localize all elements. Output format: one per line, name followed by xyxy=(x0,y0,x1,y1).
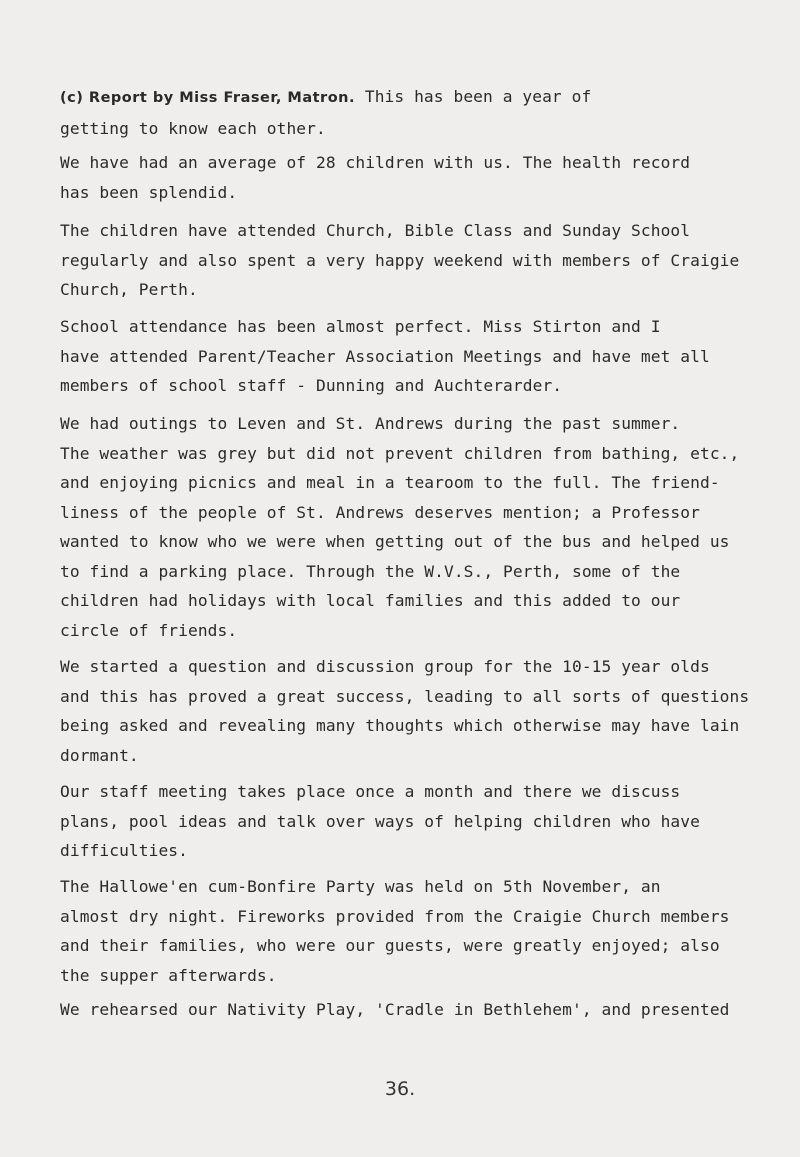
paragraph-line: School attendance has been almost perfect. Miss Stirton and I xyxy=(60,317,661,336)
paragraph-line: to find a parking place. Through the W.V.S., Perth, some of the xyxy=(60,561,681,581)
report-intro-paragraph xyxy=(60,82,760,143)
paragraph-health xyxy=(60,148,760,207)
paragraph-nativity xyxy=(60,995,760,1025)
intro-first-line xyxy=(60,82,760,114)
paragraph-line: dormant. xyxy=(60,745,139,765)
paragraph-school xyxy=(60,312,760,401)
page-number: 36. xyxy=(384,1078,416,1100)
paragraph-church xyxy=(60,216,760,305)
paragraph-line: We rehearsed our Nativity Play, 'Cradle in Bethlehem', and presented xyxy=(60,1000,730,1019)
paragraph-line: Our staff meeting takes place once a month and there we discuss xyxy=(60,782,681,801)
paragraph-line: and this has proved a great success, leading to all sorts of questions xyxy=(60,686,750,706)
paragraph-line: liness of the people of St. Andrews deserves mention; a Professor xyxy=(60,502,700,522)
paragraph-line: has been splendid. xyxy=(60,182,238,202)
paragraph-line: children had holidays with local families and this added to our xyxy=(60,591,681,610)
paragraph-line: We have had an average of 28 children with us. The health record xyxy=(60,153,691,172)
paragraph-halloween xyxy=(60,872,760,990)
paragraph-staff-meeting xyxy=(60,777,760,866)
paragraph-line: difficulties. xyxy=(60,841,188,860)
paragraph-line: members of school staff - Dunning and Auchterarder. xyxy=(60,376,563,395)
paragraph-line: getting to know each other. xyxy=(60,118,326,138)
paragraph-line: The weather was grey but did not prevent children from bathing, etc., xyxy=(60,443,740,463)
paragraph-line: and enjoying picnics and meal in a tearoom to the full. The friend- xyxy=(60,473,720,492)
paragraph-line: The Hallowe'en cum-Bonfire Party was held on 5th November, an xyxy=(60,877,661,896)
paragraph-line: plans, pool ideas and talk over ways of helping children who have xyxy=(60,811,700,831)
paragraph-line: almost dry night. Fireworks provided from the Craigie Church members xyxy=(60,906,730,926)
paragraph-line: This has been a year of xyxy=(364,87,592,106)
paragraph-line: and their families, who were our guests, were greatly enjoyed; also xyxy=(60,936,720,955)
paragraph-outings xyxy=(60,409,760,645)
paragraph-line: have attended Parent/Teacher Association Meetings and have met all xyxy=(60,346,710,366)
paragraph-line: We had outings to Leven and St. Andrews during the past summer. xyxy=(60,414,681,433)
paragraph-line: We started a question and discussion group for the 10-15 year olds xyxy=(60,657,710,676)
paragraph-line: The children have attended Church, Bible Class and Sunday School xyxy=(60,221,691,240)
paragraph-line: being asked and revealing many thoughts which otherwise may have lain xyxy=(60,716,740,735)
paragraph-line: the supper afterwards. xyxy=(60,965,277,985)
report-heading-label: (c) Report by Miss Fraser, Matron. xyxy=(60,90,355,106)
paragraph-line: wanted to know who we were when getting out of the bus and helped us xyxy=(60,532,730,551)
paragraph-line: Church, Perth. xyxy=(60,280,198,299)
paragraph-line: circle of friends. xyxy=(60,620,238,640)
paragraph-discussion-group xyxy=(60,652,760,770)
paragraph-line: regularly and also spent a very happy weekend with members of Craigie xyxy=(60,250,740,270)
